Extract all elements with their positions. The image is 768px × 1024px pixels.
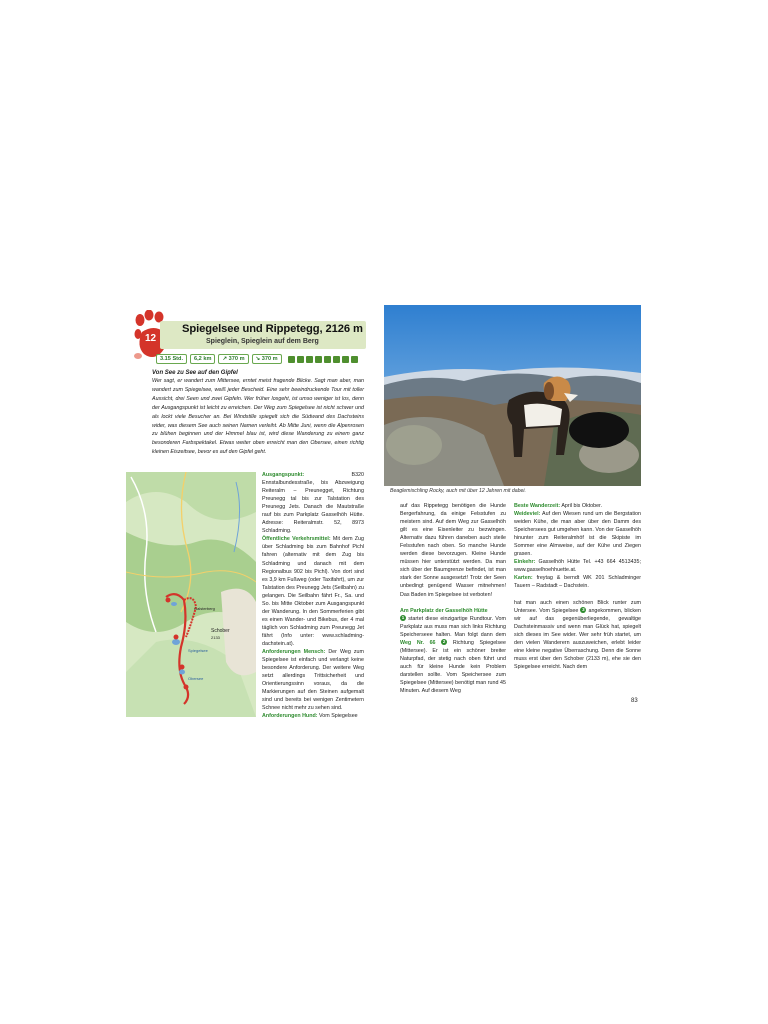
label-maps: Karten: (514, 575, 533, 582)
stat-descent: ↘ 370 m (252, 354, 282, 364)
text-pasture: Auf den Wiesen rund um die Bergstation weiden Kühe, die man aber über den Damm des Speichersees gut umgehen kann. Von der Gasselhöh hinunter zum Reiteralmhöf ist die Skipiste im Sommer eine Almweise, auf der Kühe und Ziegen grasen. (514, 511, 641, 558)
trail-number: Weg Nr. 66 (400, 639, 436, 646)
map-label-spiegelsee: Spiegelsee (188, 648, 208, 653)
route-continued-a: hat man auch einen schönen Blick runter zum Untersee. Vom Spiegelsee (514, 599, 641, 614)
map-label-galsterberg: Galsterberg (194, 606, 215, 611)
page-title: Spiegelsee und Rippetegg, 2126 m (182, 323, 363, 335)
text-human: Der Weg zum Spiegelsee ist einfach und verlangt keine besondere Anforderung. Der weitere Weg setzt allerdings Trittsicherheit und Orientierungssinn voraus, da die Markierungen auf den Steinen aufgemalt sind und bereits bei wenigen Zentimetern Schnee nicht mehr zu sehen sind. (262, 649, 364, 712)
page-subtitle: Spieglein, Spieglein auf dem Berg (206, 338, 319, 345)
left-info-column (262, 471, 364, 720)
text-dog: Vom Spiegelsee (319, 713, 358, 720)
label-hut: Einkehr: (514, 559, 536, 566)
text-start: B320 Ennstalbundesstraße, bis Abzweigung Reiteralm – Preunegget, Richtung Preunegg tal bis zur Talstation des Preunegg Jets. Danach die Mautstraße rauf bis zum Parkplatz Gasselhöh Hütte. Adresse: Reiteralmstr. 52, 8973 Schladming. (262, 472, 364, 535)
text-season: April bis Oktober. (561, 503, 603, 509)
text-hut: Gasselhöh Hütte Tel. +43 664 4513435; www.gasselhoehhuette.at. (514, 559, 641, 574)
cablecar-icon (306, 356, 313, 363)
dog-requirements-text: auf das Rippetegg benötigen die Hunde Bergerfahrung, da einige Felsstufen zu meistern sind. Auf dem Weg zur Gasselhöh gilt es eine Eisenleiter zu bezwingen. Alternativ dazu führen daneben auch steile Felsstufen nach oben. So manche Hunde werden diese bevorzugen. Kleine Hunde müssen hier unterstützt werden. Da man sich über der Baumgrenze befindet, ist man stark der Sonne ausgesetzt! Trotz der Seen unbedingt genügend Wasser mitnehmen! Das Baden im Spiegelsee ist verboten! (400, 503, 506, 598)
hut-icon (324, 356, 331, 363)
page-number: 83 (631, 698, 638, 704)
route-text-a: startet diese einzigartige Rundtour. Vom Parkplatz aus muss man sich links Richtung Speicherseee halten. Man folgt dann dem (400, 615, 506, 638)
tour-number: 12 (145, 333, 157, 344)
intro-heading: Von See zu See auf den Gipfel (152, 370, 238, 376)
cow-icon (315, 356, 322, 363)
family-icon (351, 356, 358, 363)
label-human: Anforderungen Mensch: (262, 649, 326, 656)
label-pasture: Weideviel: (514, 511, 541, 518)
mountain-icon (342, 356, 349, 363)
text-maps: freytag & berndt WK 201 Schladminger Tauern – Radstadt – Dachstein. (514, 575, 641, 590)
right-column-2 (514, 502, 641, 671)
photo-caption: Beaglemischling Rocky, auch mit über 12 Jahren mit dabei. (390, 488, 526, 494)
map-label-schober: Schober (211, 628, 230, 634)
photo-dog (384, 305, 641, 486)
stat-distance: 6,2 km (190, 354, 215, 364)
route-heading: Am Parkplatz der Gasselhöh Hütte (400, 607, 488, 614)
map-label-elevation: 2133 (211, 635, 220, 640)
stat-duration: 3.15 Std. (156, 354, 187, 364)
water-icon (333, 356, 340, 363)
text-transport: Mit dem Zug über Schladming bis zum Bahnhof Pichl fahren (alternativ mit dem Zug bis Schladming und danach mit dem Regionalbus 902 bis Pichl). Von dort sind es 3,9 km Fußweg (oder Taxifahrt), um zur Talstation des Preunegg Jets (Seilbahn) zu gelangen. Die Seilbahn fährt Fr., Sa. und So. bis Mitte Oktober zum Ausgangspunkt der Wanderung. In den Sommerferien gibt es einen Wander- und Bikebus, der 4 mal täglich von Schladming zum Preunegg Jet fährt (Info unter: www.schladming-dachstein.at). (262, 536, 364, 647)
waypoint-3-icon: 3 (582, 607, 585, 613)
route-continued-b: angekommen, blicken wir auf das gegenüberliegende, gewaltige Dachsteinmassiv und wenn man Glück hat, spiegelt sich dieses im See wider. Wer sehr früh startet, um den vielen Wanderern auszuweichen, erlebt leider eine kleine negative Überraschung. Denn die Sonne muss erst über den Schober (2133 m), ehe sie den Spiegelsee erreicht. Nach dem (514, 607, 641, 670)
route-map (126, 472, 256, 717)
label-season: Beste Wanderzeit: (514, 503, 561, 509)
route-text-b: Richtung Spiegelsee (Mittersee). Er ist ein schöner breiter Naturpfad, der stetig nach oben führt und auch für kleine Hunde kein Problem darstellen sollte. Vom Speichersee zum Spiegelsee (Mittersee) benötigt man rund 45 Minuten. Auf diesem Weg (400, 639, 506, 695)
label-transport: Öffentliche Verkehrsmittel: (262, 536, 331, 543)
feature-icons (288, 356, 358, 363)
waypoint-2-icon: 2 (442, 639, 446, 645)
stats-row (156, 354, 358, 364)
label-start: Ausgangspunkt: (262, 472, 305, 478)
intro-text: Wer sagt, er wandert zum Mittersee, erntet meist fragende Blicke. Sagt man aber, man wandert zum Spiegelsee, weiß jeder Bescheid. Eine sehr beeindruckende Tour mit toller Aussicht, drei Seen und zwei Gipfeln. Wer früher losgeht, ist umso weniger ist los, denn der Ausgangspunkt ist leicht zu erreichen. Der Weg zum Spiegelsee ist nicht schwer und als lockt viele Besucher an. Bei Windstille spiegelt sich die Südwand des Dachsteins wider, was diesem See auch seinen Namen verleiht. Ab Mitte Juni, wenn die Alpenrosen zu blühen beginnen und der Himmel blau ist, wird diese Wanderung zu einem ganz besonderen Farbspektakel. Etwas weiter oben erreicht man den Obersee, einen richtig kleinen Eiszeitsee, bevor es auf den Gipfel geht. (152, 378, 364, 456)
label-dog: Anforderungen Hund: (262, 713, 318, 720)
map-label-obersee: Obersee (188, 676, 204, 681)
parking-icon (288, 356, 295, 363)
bus-icon (297, 356, 304, 363)
waypoint-1-icon: 1 (401, 615, 405, 621)
stat-ascent: ↗ 370 m (218, 354, 248, 364)
right-column-1 (400, 502, 506, 695)
